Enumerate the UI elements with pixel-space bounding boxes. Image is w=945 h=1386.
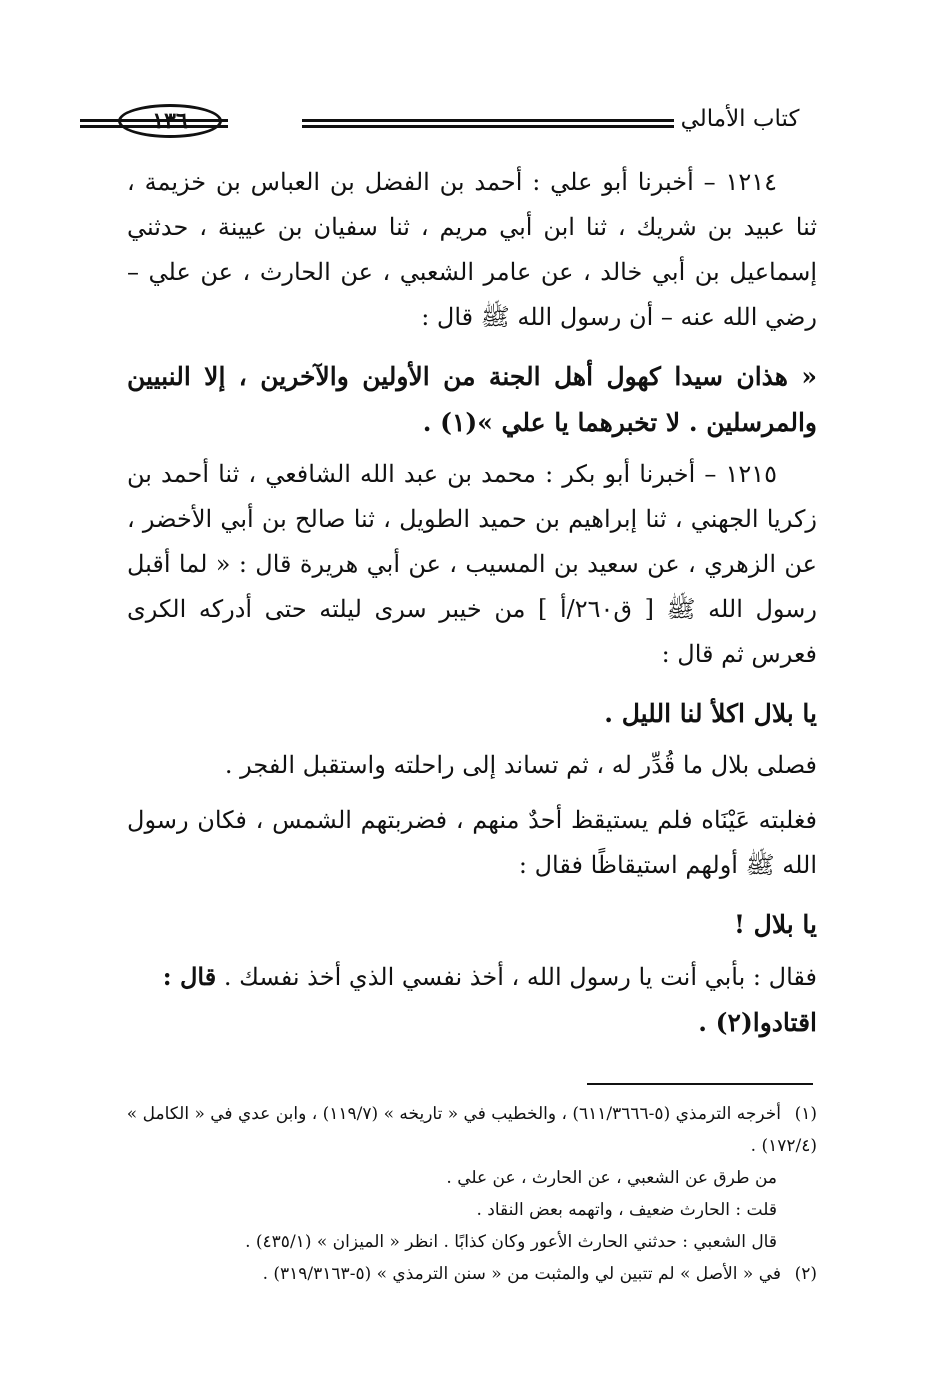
paragraph-faghalabathu: فغلبته عَيْنَاه فلم يستيقظ أحدٌ منهم ، فضربتهم الشمس ، فكان رسول الله ﷺ أولهم استيقاظًا فقال :: [127, 806, 817, 879]
paragraph-faqal: [127, 954, 817, 1000]
footnote-2-text: في « الأصل » لم تتبين لي والمثبت من « سنن الترمذي » (٥-٣١٩/٣١٦٣) .: [262, 1264, 781, 1284]
hadith-text-2: يا بلال اكلأ لنا الليل .: [604, 699, 817, 728]
footnote-1-line-3: قلت : الحارث ضعيف ، واتهمه بعض النقاد .: [476, 1200, 777, 1220]
footnote-2: [117, 1258, 817, 1290]
page-number-badge: [118, 102, 224, 142]
footnote-1-number: (١): [794, 1104, 817, 1124]
faqal-qal: قال :: [162, 962, 217, 991]
narration-1214: ١٢١٤ – أخبرنا أبو علي : أحمد بن الفضل بن العباس بن خزيمة ، ثنا عبيد بن شريك ، ثنا ابن أبي مريم ، ثنا سفيان بن عيينة ، حدثني إسماعيل بن أبي خالد ، عن عامر الشعبي ، عن الحارث ، عن علي – رضي الله عنه – أن رسول الله ﷺ قال :: [127, 168, 817, 331]
footnote-1-line-4: قال الشعبي : حدثني الحارث الأعور وكان كذابًا . انظر « الميزان » (٤٣٥/١) .: [245, 1232, 777, 1252]
footnote-1-line-2: من طرق عن الشعبي ، عن الحارث ، عن علي .: [446, 1168, 777, 1188]
footnotes: [117, 1098, 817, 1290]
narration-1215: ١٢١٥ – أخبرنا أبو بكر : محمد بن عبد الله الشافعي ، ثنا أحمد بن زكريا الجهني ، ثنا إبراهيم بن حميد الطويل ، ثنا صالح بن أبي الأخضر ، عن الزهري ، عن سعيد بن المسيب ، عن أبي هريرة قال : « لما أقبل رسول الله ﷺ [ ق٢٦٠/أ ] من خيبر سرى ليلته حتى أدركه الكرى فعرس ثم قال :: [127, 460, 817, 668]
page-header: [80, 102, 820, 152]
hadith-text-4: اقتادوا(٢) .: [698, 1008, 817, 1037]
main-text: [127, 160, 817, 1052]
footnote-1-text: أخرجه الترمذي (٥-٦١١/٣٦٦٦) ، والخطيب في « تاريخه » (١١٩/٧) ، وابن عدي في « الكامل » (١٧٢/٤) .: [126, 1104, 817, 1156]
page-number: ١٣٦: [152, 108, 188, 134]
footnote-2-number: (٢): [794, 1264, 817, 1284]
hadith-text-3: يا بلال !: [734, 910, 817, 939]
hadith-text-1: « هذان سيدا كهول أهل الجنة من الأولين والآخرين ، إلا النبيين والمرسلين . لا تخبرهما يا علي »(١) .: [127, 362, 817, 437]
header-rule-left: [80, 119, 120, 128]
footnote-1: [117, 1098, 817, 1162]
footnote-separator: [587, 1083, 813, 1085]
book-title: كتاب الأمالي: [680, 106, 800, 132]
faqal-text: فقال : بأبي أنت يا رسول الله ، أخذ نفسي الذي أخذ نفسك .: [223, 963, 817, 991]
paragraph-fasalla: فصلى بلال ما قُدِّر له ، ثم تساند إلى راحلته واستقبل الفجر .: [224, 751, 817, 779]
header-rule-middle: [302, 119, 674, 128]
